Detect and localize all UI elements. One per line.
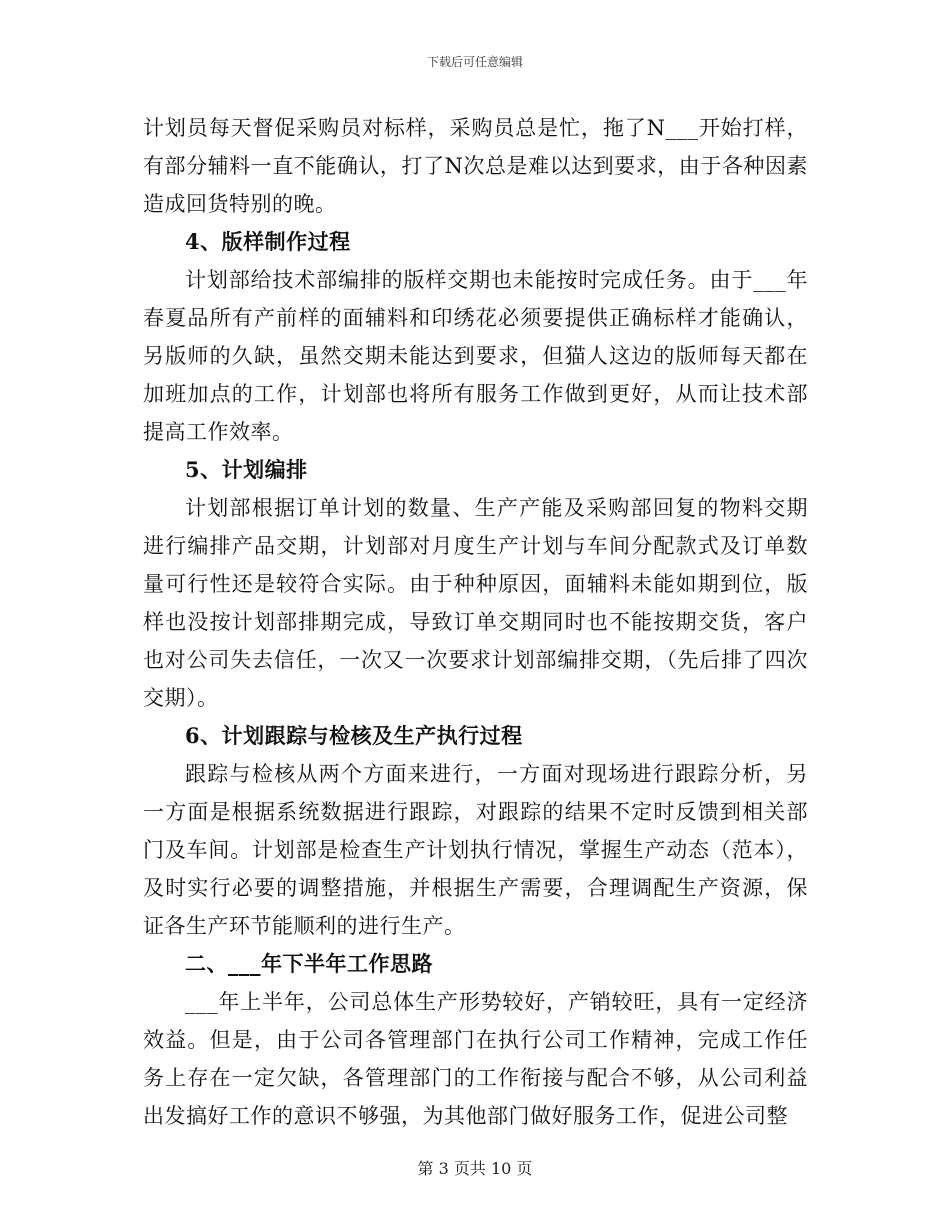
page-header-note: 下载后可任意编辑 — [426, 55, 523, 69]
page-number: 第 3 页共 10 页 — [417, 1159, 533, 1178]
section-heading-part-2: 二、___年下半年工作思路 — [185, 951, 433, 976]
paragraph-tracking: 跟踪与检核从两个方面来进行，一方面对现场进行跟踪分析，另一方面是根据系统数据进行跟踪，对跟踪的结果不定时反馈到相关部门及车间。计划部是检查生产计划执行情况，掌握生产动态（范本），及时实行必要的调整措施，并根据生产需要，合理调配生产资源，保证各生产环节能顺利的进行生产。 — [143, 762, 808, 938]
paragraph-second-half: ___年上半年，公司总体生产形势较好，产销较旺，具有一定经济效益。但是，由于公司各管理部门在执行公司工作精神，完成工作任务上存在一定欠缺，各管理部门的工作衔接与配合不够，从公司利益出发搞好工作的意识不够强，为其他部门做好服务工作，促进公司整 — [143, 990, 808, 1128]
paragraph-continued: 计划员每天督促采购员对标样，采购员总是忙，拖了N___开始打样，有部分辅料一直不能确认，打了N次总是难以达到要求，由于各种因素造成回货特别的晚。 — [143, 116, 808, 216]
document-body — [143, 109, 808, 1135]
section-heading-4: 4、版样制作过程 — [185, 229, 351, 254]
section-heading-6: 6、计划跟踪与检核及生产执行过程 — [185, 723, 523, 748]
paragraph-sample-making: 计划部给技术部编排的版样交期也未能按时完成任务。由于___年春夏品所有产前样的面辅料和印绣花必须要提供正确标样才能确认，另版师的久缺，虽然交期未能达到要求，但猫人这边的版师每天都在加班加点的工作，计划部也将所有服务工作做到更好，从而让技术部提高工作效率。 — [143, 268, 808, 444]
paragraph-planning: 计划部根据订单计划的数量、生产产能及采购部回复的物料交期进行编排产品交期，计划部对月度生产计划与车间分配款式及订单数量可行性还是较符合实际。由于种种原因，面辅料未能如期到位，版样也没按计划部排期完成，导致订单交期同时也不能按期交货，客户也对公司失去信任，一次又一次要求计划部编排交期，（先后排了四次交期）。 — [143, 496, 808, 710]
section-heading-5: 5、计划编排 — [185, 457, 308, 482]
